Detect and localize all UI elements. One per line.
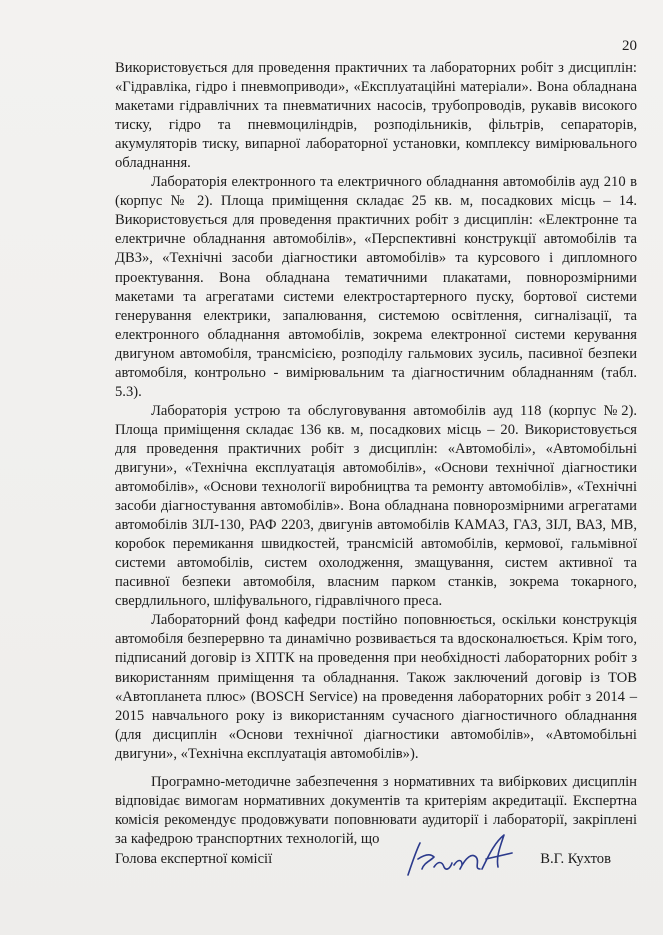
document-body	[115, 59, 637, 849]
paragraph-service-lab: Лабораторія устрою та обслуговування автомобілів ауд 118 (корпус №2). Площа приміщення складає 136 кв. м, посадкових місць – 20. Використовується для проведення практичних робіт з дисциплін: «Автомобілі», «Автомобільні двигуни», «Технічна експлуатація автомобілів», «Основи технічної діагностики автомобілів», «Основи технології виробництва та ремонту автомобілів», «Технічні засоби діагностування автомобілів». Вона обладнана повнорозмірними агрегатами автомобілів ЗІЛ-130, РАФ 2203, двигунів автомобілів КАМАЗ, ГАЗ, ЗІЛ, ВАЗ, МВ, коробок перемикання швидкостей, трансмісій автомобілів, кермової, гальмівної системи автомобілів, систем охолодження, змащування, систем активної та пасивної безпеки автомобіля, власним парком станків, зокрема токарного, свердлильного, шліфувального, гідравлічного преса.	[115, 402, 637, 610]
paragraph-lab-fund: Лабораторний фонд кафедри постійно поповнюється, оскільки конструкція автомобіля безперервно та динамічно розвивається та вдосконалюється. Крім того, підписаний договір із ХПТК на проведення при необхідності лабораторних робіт з використанням приміщення та обладнання. Також заключений договір із ТОВ «Автопланета плюс» (BOSCH Service) на проведення лабораторних робіт з 2014 – 2015 навчального року із використанням сучасного діагностичного обладнання (для дисциплін «Основи технічної діагностики автомобілів», «Автомобільні двигуни», «Технічна експлуатація автомобілів»).	[115, 612, 637, 762]
paragraph-methodical-support: Програмно-методичне забезпечення з нормативних та вибіркових дисциплін відповідає вимогам нормативних документів та критеріям акредитації. Експертна комісія рекомендує продовжувати поповнювати аудиторії і лабораторії, закріплені за кафедрою транспортних технологій, що	[115, 773, 637, 847]
signature-block	[115, 851, 637, 873]
commission-head-name: В.Г. Кухтов	[540, 851, 611, 867]
handwritten-signature	[400, 829, 520, 881]
page-number: 20	[622, 38, 637, 54]
paragraph-electronics-lab: Лабораторія електронного та електричного обладнання автомобілів ауд 210 в (корпус № 2). Площа приміщення складає 25 кв. м, посадкових місць – 14. Використовується для проведення практичних робіт з дисциплін: «Електронне та електричне обладнання автомобілів», «Перспективні конструкції автомобілів та ДВЗ», «Технічні засоби діагностики автомобілів» та курсового і дипломного проектування. Вона обладнана тематичними плакатами, повнорозмірними макетами та агрегатами системи електростартерного пуску, бортової системи генерування електрики, запалювання, системою освітлення, сигналізації, та електронного обладнання автомобілів, зокрема електронної системи керування двигуном автомобіля, трансмісією, розподілу гальмових зусиль, пасивної безпеки автомобіля, контрольно - вимірювальним та діагностичним обладнанням (табл. 5.3).	[115, 174, 637, 400]
commission-head-label: Голова експертної комісії	[115, 851, 273, 867]
paragraph-hydraulics-lab: Використовується для проведення практичних та лабораторних робіт з дисциплін: «Гідравліка, гідро і пневмоприводи», «Експлуатаційні матеріали». Вона обладнана макетами гідравлічних та пневматичних насосів, трубопроводів, рукавів високого тиску, гідро та пневмоциліндрів, розподільників, фільтрів, сепараторів, акумуляторів тиску, випарної лабораторної установки, комплексу вимірювального обладнання.	[115, 60, 637, 172]
